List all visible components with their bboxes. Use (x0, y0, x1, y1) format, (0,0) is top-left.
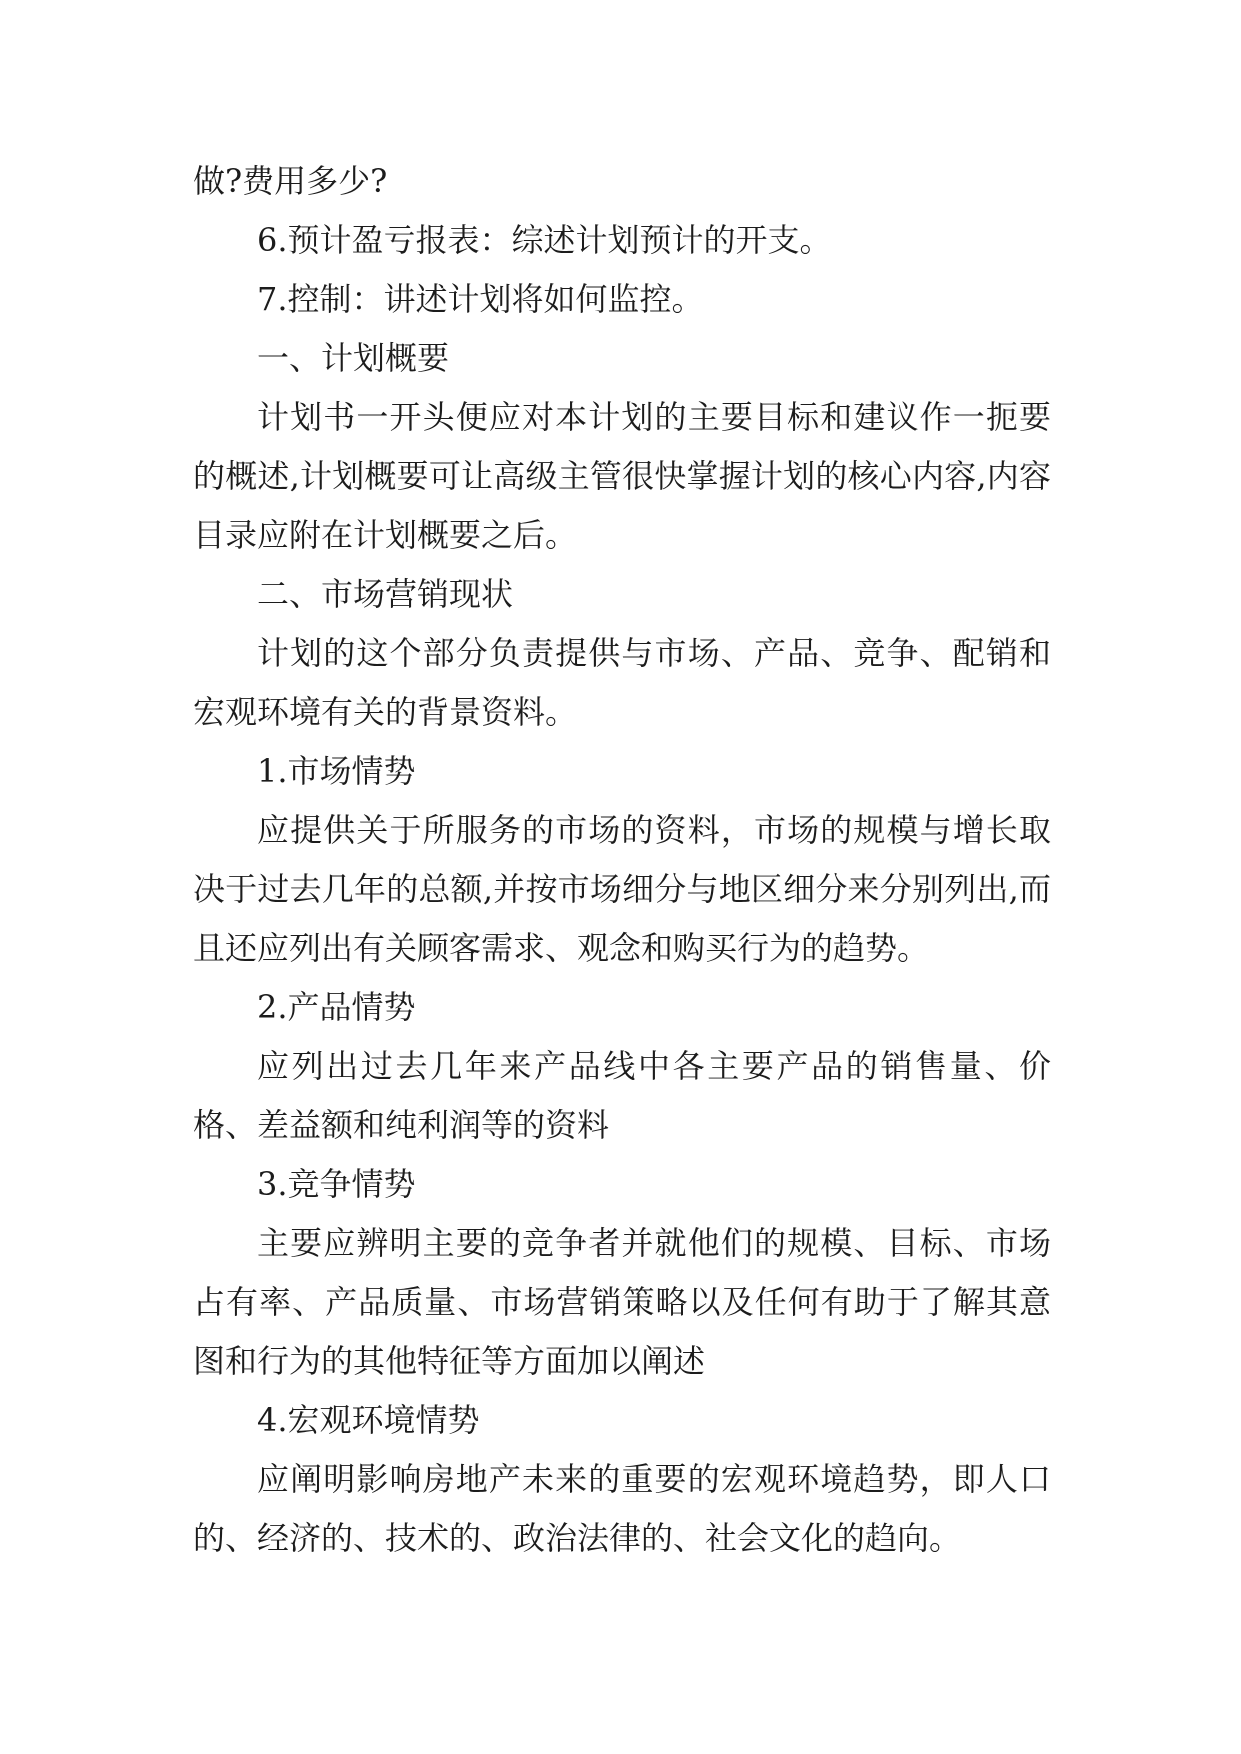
paragraph-product-situation: 应列出过去几年来产品线中各主要产品的销售量、价格、差益额和纯利润等的资料 (193, 1047, 1051, 1144)
paragraph-control: 7.控制：讲述计划将如何监控。 (257, 280, 704, 318)
paragraph-marketing-status: 计划的这个部分负责提供与市场、产品、竞争、配销和宏观环境有关的背景资料。 (193, 634, 1051, 731)
paragraph-profit-loss-statement: 6.预计盈亏报表：综述计划预计的开支。 (257, 221, 832, 259)
heading-product-situation: 2.产品情势 (257, 988, 416, 1026)
paragraph-market-situation: 应提供关于所服务的市场的资料，市场的规模与增长取决于过去几年的总额,并按市场细分与地区细分来分别列出,而且还应列出有关顾客需求、观念和购买行为的趋势。 (193, 811, 1051, 967)
paragraph-macro-environment: 应阐明影响房地产未来的重要的宏观环境趋势，即人口的、经济的、技术的、政治法律的、社会文化的趋向。 (193, 1460, 1051, 1557)
heading-marketing-status: 二、市场营销现状 (257, 575, 514, 613)
heading-competition-situation: 3.竞争情势 (257, 1165, 416, 1203)
paragraph-plan-summary: 计划书一开头便应对本计划的主要目标和建议作一扼要的概述,计划概要可让高级主管很快掌握计划的核心内容,内容目录应附在计划概要之后。 (193, 398, 1051, 554)
paragraph-cost-question: 做?费用多少? (193, 162, 388, 200)
heading-macro-environment: 4.宏观环境情势 (257, 1401, 480, 1439)
paragraph-competition-situation: 主要应辨明主要的竞争者并就他们的规模、目标、市场占有率、产品质量、市场营销策略以及任何有助于了解其意图和行为的其他特征等方面加以阐述 (193, 1224, 1051, 1380)
heading-plan-summary: 一、计划概要 (257, 339, 450, 377)
heading-market-situation: 1.市场情势 (257, 752, 416, 790)
document-body (193, 152, 1051, 1568)
